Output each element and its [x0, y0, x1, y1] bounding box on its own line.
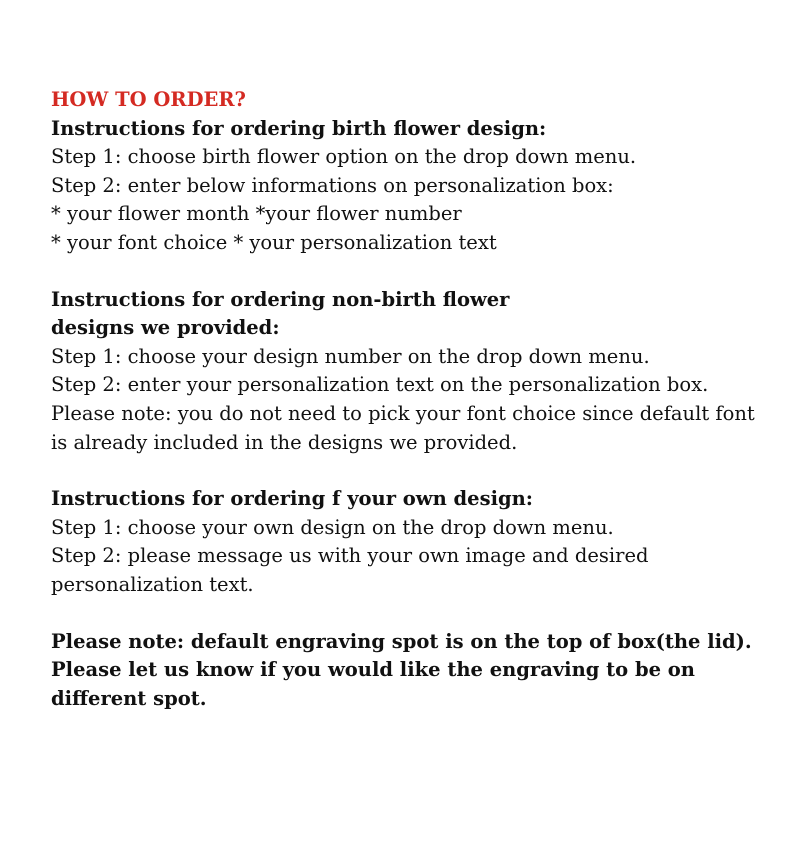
order-instructions — [51, 86, 755, 713]
section-spacer — [51, 600, 751, 628]
section-heading: designs we provided: — [51, 316, 280, 340]
section-non-birth-flower — [51, 286, 755, 458]
step-line: Step 1: choose your own design on the drop down menu. — [51, 515, 614, 539]
step-line: Step 2: enter your personalization text on the personalization box. — [51, 373, 709, 397]
step-line: personalization text. — [51, 572, 254, 596]
page-title: HOW TO ORDER? — [51, 88, 246, 111]
note-line: Please let us know if you would like the engraving to be on — [51, 658, 695, 682]
detail-line: * your flower month *your flower number — [51, 202, 462, 226]
note-line: Please note: default engraving spot is on the top of box(the lid). — [51, 629, 752, 653]
section-spacer — [51, 258, 751, 286]
section-own-design — [51, 485, 751, 599]
step-line: Step 1: choose your design number on the drop down menu. — [51, 344, 650, 368]
section-heading: Instructions for ordering birth flower design: — [51, 116, 547, 140]
note-line: is already included in the designs we provided. — [51, 430, 518, 454]
section-spacer — [51, 457, 751, 485]
section-birth-flower — [51, 115, 751, 258]
note-line: Please note: you do not need to pick your font choice since default font — [51, 401, 755, 425]
section-heading: Instructions for ordering f your own design: — [51, 487, 533, 511]
engraving-note — [51, 628, 751, 714]
step-line: Step 2: enter below informations on personalization box: — [51, 173, 614, 197]
step-line: Step 2: please message us with your own image and desired — [51, 544, 649, 568]
detail-line: * your font choice * your personalization text — [51, 230, 497, 254]
section-heading: Instructions for ordering non-birth flower — [51, 287, 510, 311]
note-line: different spot. — [51, 686, 207, 710]
step-line: Step 1: choose birth flower option on the drop down menu. — [51, 145, 637, 169]
